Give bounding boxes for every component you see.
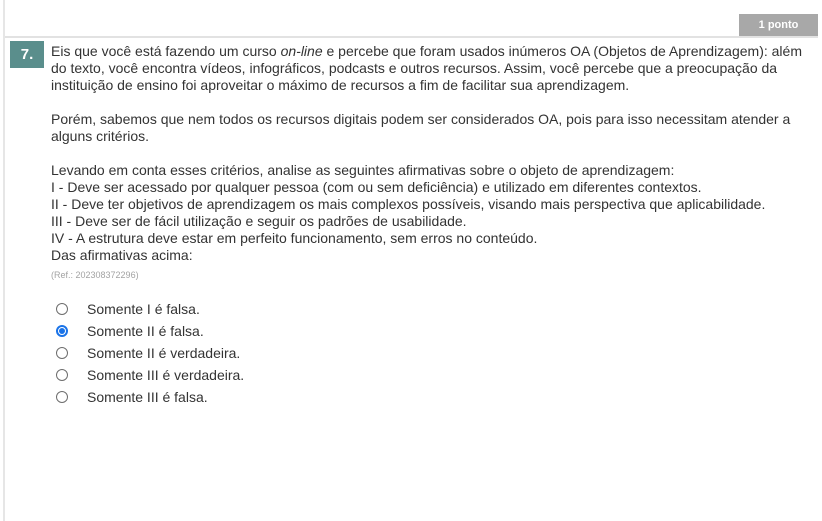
left-border — [3, 0, 5, 521]
answer-prompt: Das afirmativas acima: — [51, 247, 193, 263]
answer-option-4[interactable] — [51, 364, 813, 386]
answer-options — [51, 298, 813, 408]
radio-button-1[interactable] — [56, 303, 68, 315]
reference-code: (Ref.: 202308372296) — [51, 270, 139, 280]
header-divider — [5, 36, 818, 38]
answer-option-2[interactable] — [51, 320, 813, 342]
question-number-badge: 7. — [10, 41, 44, 68]
intro-italic-term: on-line — [280, 43, 323, 59]
points-badge: 1 ponto — [739, 14, 818, 36]
intro-text-start: Eis que você está fazendo um curso — [51, 43, 281, 59]
answer-option-label[interactable]: Somente II é falsa. — [87, 322, 204, 339]
statement-3: III - Deve ser de fácil utilização e seguir os padrões de usabilidade. — [51, 213, 467, 229]
radio-dot — [59, 328, 65, 334]
answer-option-label[interactable]: Somente II é verdadeira. — [87, 344, 241, 361]
statement-2: II - Deve ter objetivos de aprendizagem os mais complexos possíveis, visando mais perspectiva que aplicabilidade. — [51, 196, 766, 212]
answer-option-label[interactable]: Somente III é falsa. — [87, 388, 208, 405]
question-context: Porém, sabemos que nem todos os recursos digitais podem ser considerados OA, pois para isso necessitam atender a alguns critérios. — [51, 111, 791, 144]
question-body — [51, 43, 813, 408]
answer-option-3[interactable] — [51, 342, 813, 364]
question-instruction: Levando em conta esses critérios, analise as seguintes afirmativas sobre o objeto de aprendizagem: — [51, 162, 675, 178]
radio-button-3[interactable] — [56, 347, 68, 359]
answer-option-label[interactable]: Somente III é verdadeira. — [87, 366, 245, 383]
statement-1: I - Deve ser acessado por qualquer pessoa (com ou sem deficiência) e utilizado em diferentes contextos. — [51, 179, 702, 195]
answer-option-1[interactable] — [51, 298, 813, 320]
answer-option-5[interactable] — [51, 386, 813, 408]
radio-button-5[interactable] — [56, 391, 68, 403]
radio-button-2[interactable] — [56, 325, 68, 337]
intro-text-end: e percebe que foram usados inúmeros OA (Objetos de Aprendizagem): além do texto, você encontra vídeos, infográficos, podcasts e outros recursos. Assim, você percebe que a preocupação da instituição de ensino foi aproveitar o máximo de recursos a fim de facilitar sua aprendizagem. — [51, 43, 802, 93]
statement-4: IV - A estrutura deve estar em perfeito funcionamento, sem erros no conteúdo. — [51, 230, 538, 246]
question-intro — [51, 43, 813, 94]
answer-option-label[interactable]: Somente I é falsa. — [87, 300, 200, 317]
radio-button-4[interactable] — [56, 369, 68, 381]
